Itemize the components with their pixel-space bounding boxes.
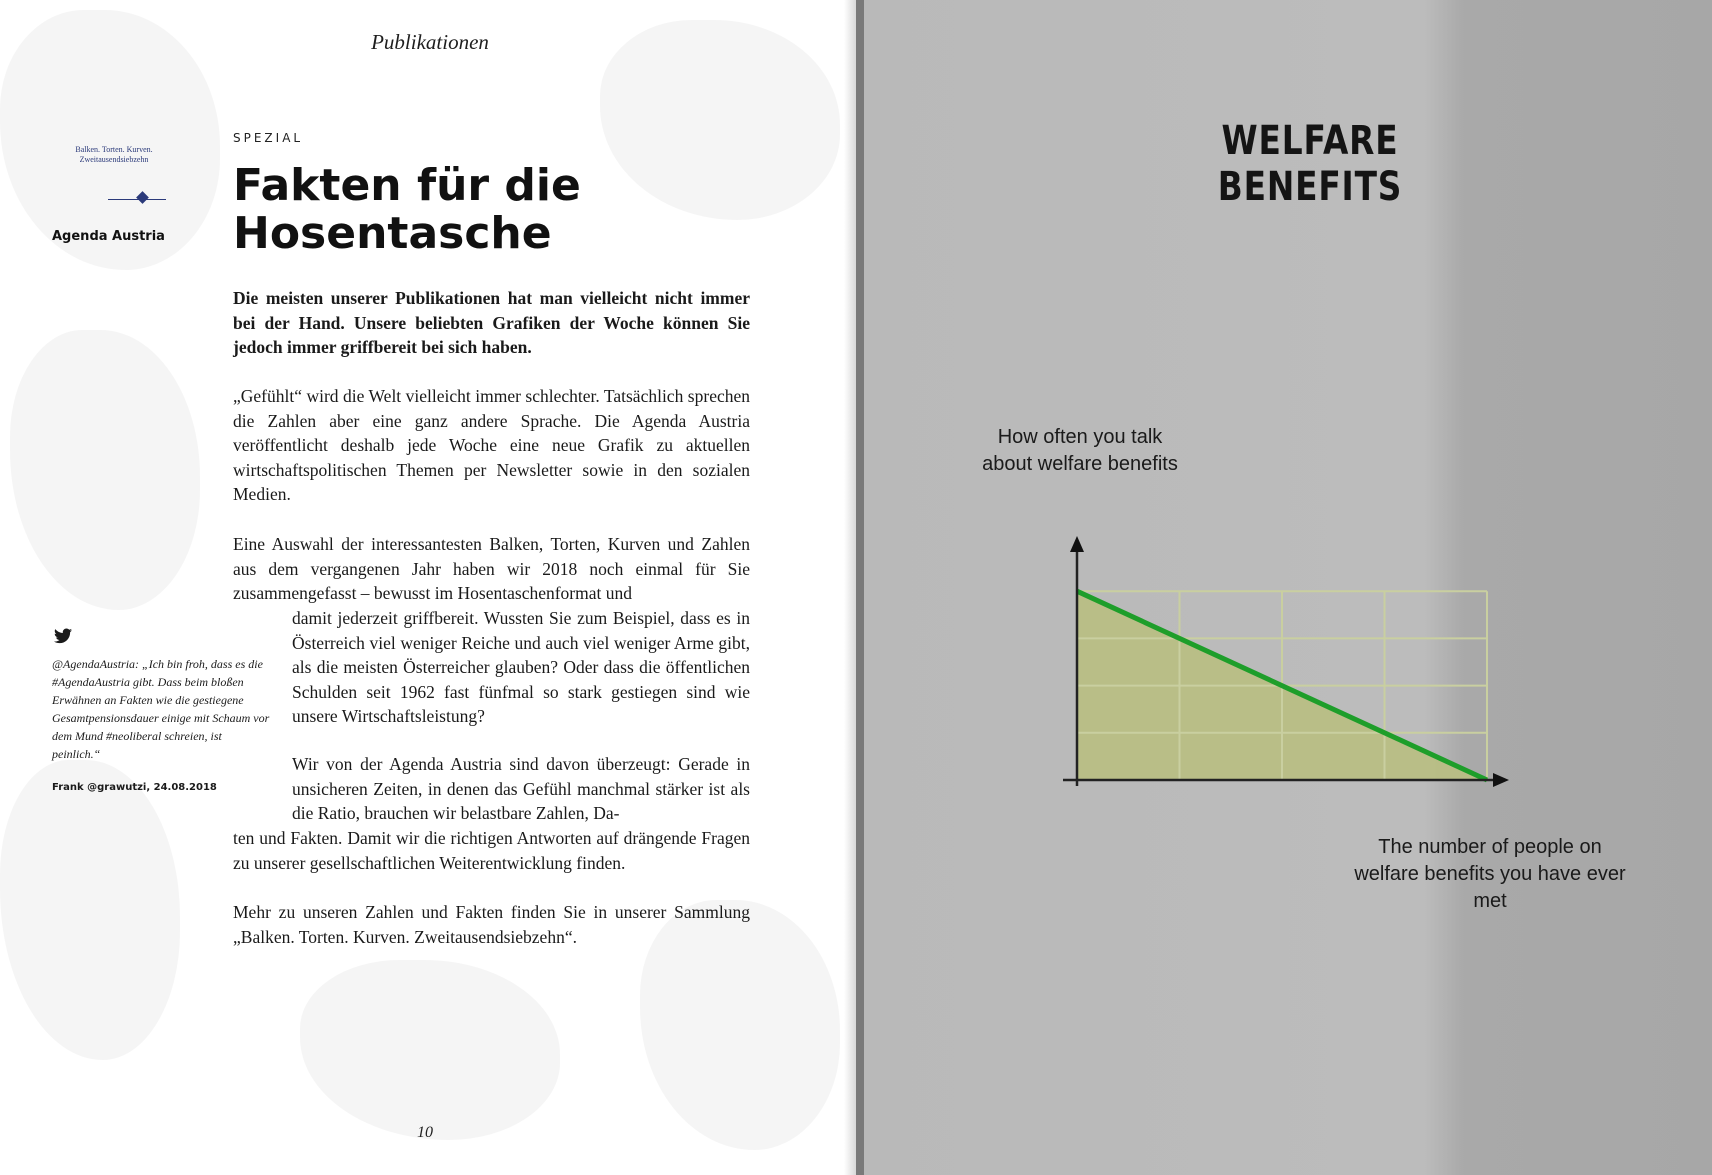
gutter (856, 0, 864, 1175)
paper-texture (10, 330, 200, 610)
page-title: Fakten für die Hosentasche (233, 160, 581, 259)
running-head: Publikationen (371, 30, 489, 54)
chart-title: WELFARE BENEFITS (1217, 118, 1403, 210)
welfare-chart (1055, 532, 1535, 792)
publication-logo: Balken. Torten. Kurven. Zweitausendsiebzehn (75, 145, 153, 164)
brand-name: Agenda Austria (52, 229, 165, 244)
intro-paragraph: Die meisten unserer Publikationen hat man vielleicht nicht immer bei der Hand. Unsere beliebten Grafiken der Woche können Sie jedoch immer griffbereit bei sich haben. (233, 288, 750, 357)
section-kicker: SPEZIAL (233, 131, 304, 145)
page-number: 10 (417, 1124, 433, 1141)
body-paragraph-5: Mehr zu unseren Zahlen und Fakten finden Sie in unserer Sammlung „Balken. Torten. Kurven. Zweitausendsiebzehn“. (233, 902, 750, 947)
y-axis-arrow-icon (1070, 536, 1084, 552)
tweet-quote: @AgendaAustria: „Ich bin froh, dass es die #AgendaAustria gibt. Dass beim bloßen Erwähnen an Fakten wie die gestiegene Gesamtpensionsdauer einige mit Schaum vor dem Mund #neoliberal schreien, ist peinlich.“ (52, 657, 270, 761)
paper-texture (0, 760, 180, 1060)
body-paragraph-4: ten und Fakten. Damit wir die richtigen Antworten auf drängende Fragen zu unserer gesellschaftlichen Weiterentwicklung finden. (233, 828, 750, 873)
body-paragraph-3: Wir von der Agenda Austria sind davon überzeugt: Gerade in unsicheren Zeiten, in denen das Gefühl manchmal stärker ist als die Ratio, brauchen wir belastbare Zahlen, Da- (292, 754, 750, 823)
tweet-author: Frank @grawutzi, 24.08.2018 (52, 782, 217, 793)
body-paragraph-1: „Gefühlt“ wird die Welt vielleicht immer schlechter. Tatsächlich sprechen die Zahlen aber eine ganz andere Sprache. Die Agenda Austria veröffentlicht deshalb jede Woche eine neue Grafik zu aktuellen wirtschaftspolitischen Themen per Newsletter sowie in den sozialen Medien. (233, 386, 750, 504)
paper-texture (300, 960, 560, 1140)
body-paragraph-2a: Eine Auswahl der interessantesten Balken, Torten, Kurven und Zahlen aus dem vergangenen Jahr haben wir 2018 noch einmal für Sie zusammengefasst – bewusst im Hosentaschenformat und (233, 534, 750, 603)
twitter-bird-icon (54, 628, 72, 644)
y-axis-label: How often you talk about welfare benefits (982, 426, 1178, 475)
x-axis-label: The number of people on welfare benefits you have ever met (1354, 836, 1626, 912)
body-paragraph-2b: damit jederzeit griffbereit. Wussten Sie zum Beispiel, dass es in Österreich viel weniger Reiche und auch viel weniger Arme gibt, als die meisten Österreicher glauben? Oder dass die öffentlichen Schulden seit 1962 fast fünfmal so stark gestiegen sind wie unsere Wirtschaftsleistung? (292, 608, 750, 726)
x-axis-arrow-icon (1493, 773, 1509, 787)
